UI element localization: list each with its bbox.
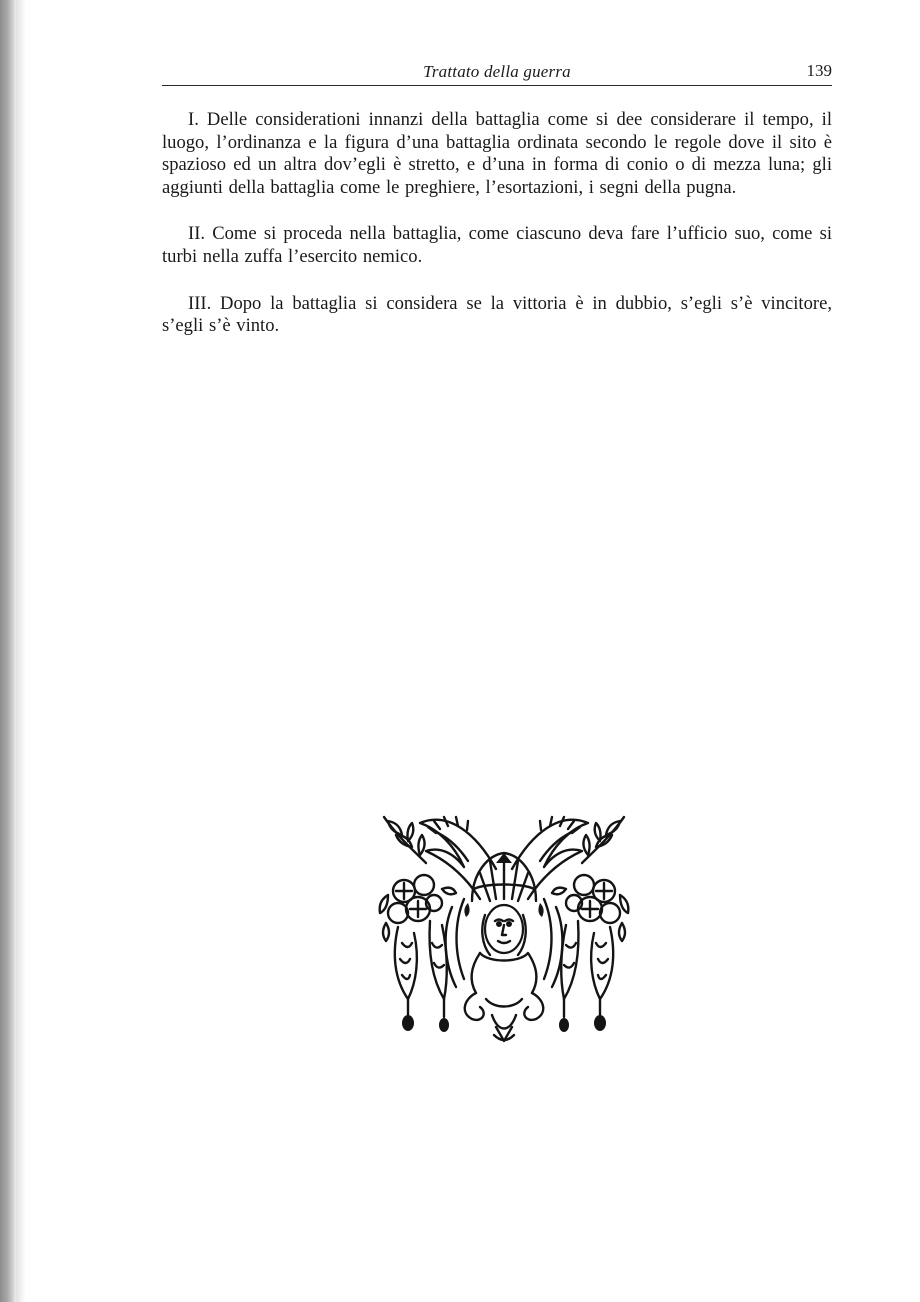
running-head xyxy=(162,58,832,86)
woodcut-ornament-drawing xyxy=(368,803,640,1051)
page-binding-edge xyxy=(0,0,16,1302)
running-head-rule xyxy=(162,85,832,86)
body-text xyxy=(162,109,832,362)
page-number: 139 xyxy=(806,61,832,80)
page-binding-shadow xyxy=(16,0,26,1302)
paragraph-3: III. Dopo la battaglia si considera se la vittoria è in dubbio, s’egli s’è vincitore, s’egli s’è vinto. xyxy=(162,292,832,337)
paragraph-2: II. Come si proceda nella battaglia, come ciascuno deva fare l’ufficio suo, come si turbi nella zuffa l’esercito nemico. xyxy=(162,223,832,267)
running-head-title: Trattato della guerra xyxy=(423,62,571,81)
paragraph-1: I. Delle considerationi innanzi della battaglia come si dee considerare il tempo, il luogo, l’ordinanza e la figura d’una battaglia ordinata secondo le regole dove il sito è spazioso ed un altra dov’egli è stretto, e d’una in forma di conio o di mezza luna; gli aggiunti della battaglia come le preghiere, l’esortazioni, i segni della pugna. xyxy=(162,109,832,198)
woodcut-ornament-icon xyxy=(368,803,640,1051)
